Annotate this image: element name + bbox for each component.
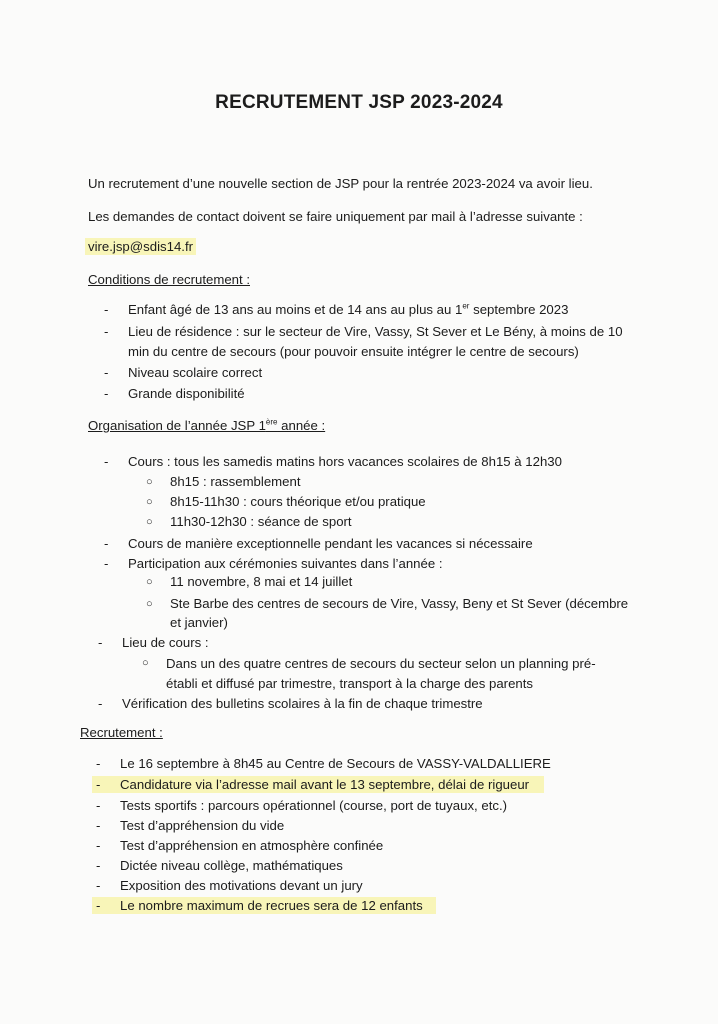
bullet-dash: - bbox=[96, 878, 101, 893]
lieu-sub-line2: établi et diffusé par trimestre, transport à la charge des parents bbox=[166, 676, 534, 691]
bullet-dash: - bbox=[96, 777, 101, 792]
intro-line-1: Un recrutement d’une nouvelle section de JSP pour la rentrée 2023-2024 va avoir lieu. bbox=[88, 176, 593, 191]
recrutement-item-2: Candidature via l’adresse mail avant le 13 septembre, délai de rigueur bbox=[120, 777, 530, 792]
recrutement-item-5: Test d’appréhension en atmosphère confinée bbox=[120, 838, 384, 853]
email-highlight: vire.jsp@sdis14.fr bbox=[85, 238, 196, 255]
recrutement-heading: Recrutement : bbox=[80, 725, 163, 740]
bullet-circle: ○ bbox=[146, 516, 153, 528]
conditions-heading: Conditions de recrutement : bbox=[88, 272, 250, 287]
condition-niveau: Niveau scolaire correct bbox=[128, 365, 263, 380]
organisation-ceremonies: Participation aux cérémonies suivantes dans l’année : bbox=[128, 556, 443, 571]
condition-residence-line2: min du centre de secours (pour pouvoir ensuite intégrer le centre de secours) bbox=[128, 344, 579, 359]
organisation-verification: Vérification des bulletins scolaires à la fin de chaque trimestre bbox=[122, 696, 483, 711]
bullet-dash: - bbox=[96, 818, 101, 833]
bullet-dash: - bbox=[96, 838, 101, 853]
ceremonies-sub-2-line2: et janvier) bbox=[170, 615, 228, 630]
bullet-dash: - bbox=[104, 386, 109, 401]
bullet-dash: - bbox=[104, 302, 109, 317]
intro-line-2: Les demandes de contact doivent se faire uniquement par mail à l’adresse suivante : bbox=[88, 209, 583, 224]
bullet-dash: - bbox=[104, 556, 109, 571]
cours-sub-3: 11h30-12h30 : séance de sport bbox=[170, 514, 352, 529]
recrutement-item-6: Dictée niveau collège, mathématiques bbox=[120, 858, 343, 873]
bullet-circle: ○ bbox=[146, 576, 153, 588]
document-title: RECRUTEMENT JSP 2023-2024 bbox=[215, 92, 503, 113]
organisation-cours: Cours : tous les samedis matins hors vacances scolaires de 8h15 à 12h30 bbox=[128, 454, 562, 469]
organisation-lieu: Lieu de cours : bbox=[122, 635, 209, 650]
condition-disponibilite: Grande disponibilité bbox=[128, 386, 245, 401]
ceremonies-sub-1: 11 novembre, 8 mai et 14 juillet bbox=[170, 574, 353, 589]
bullet-circle: ○ bbox=[142, 657, 149, 669]
bullet-dash: - bbox=[104, 536, 109, 551]
organisation-heading: Organisation de l’année JSP 1ère année : bbox=[88, 417, 326, 433]
bullet-dash: - bbox=[104, 365, 109, 380]
bullet-dash: - bbox=[98, 696, 103, 711]
cours-sub-2: 8h15-11h30 : cours théorique et/ou pratique bbox=[170, 494, 426, 509]
bullet-circle: ○ bbox=[146, 598, 153, 610]
bullet-dash: - bbox=[104, 454, 109, 469]
bullet-dash: - bbox=[96, 756, 101, 771]
organisation-exceptionnel: Cours de manière exceptionnelle pendant les vacances si nécessaire bbox=[128, 536, 533, 551]
bullet-dash: - bbox=[96, 898, 101, 913]
bullet-circle: ○ bbox=[146, 476, 153, 488]
recrutement-item-8: Le nombre maximum de recrues sera de 12 enfants bbox=[120, 898, 423, 913]
contact-email bbox=[88, 239, 196, 254]
cours-sub-1: 8h15 : rassemblement bbox=[170, 474, 301, 489]
recrutement-item-7: Exposition des motivations devant un jury bbox=[120, 878, 363, 893]
bullet-circle: ○ bbox=[146, 496, 153, 508]
condition-age: Enfant âgé de 13 ans au moins et de 14 ans au plus au 1er septembre 2023 bbox=[128, 301, 569, 317]
ceremonies-sub-2-line1: Ste Barbe des centres de secours de Vire, Vassy, Beny et St Sever (décembre bbox=[170, 596, 629, 611]
lieu-sub-line1: Dans un des quatre centres de secours du secteur selon un planning pré- bbox=[166, 656, 596, 671]
recrutement-item-1: Le 16 septembre à 8h45 au Centre de Secours de VASSY-VALDALLIERE bbox=[120, 756, 551, 771]
bullet-dash: - bbox=[98, 635, 103, 650]
bullet-dash: - bbox=[96, 858, 101, 873]
recrutement-item-4: Test d’appréhension du vide bbox=[120, 818, 285, 833]
recrutement-item-3: Tests sportifs : parcours opérationnel (course, port de tuyaux, etc.) bbox=[120, 798, 508, 813]
condition-residence-line1: Lieu de résidence : sur le secteur de Vire, Vassy, St Sever et Le Bény, à moins de 10 bbox=[128, 324, 623, 339]
bullet-dash: - bbox=[96, 798, 101, 813]
bullet-dash: - bbox=[104, 324, 109, 339]
